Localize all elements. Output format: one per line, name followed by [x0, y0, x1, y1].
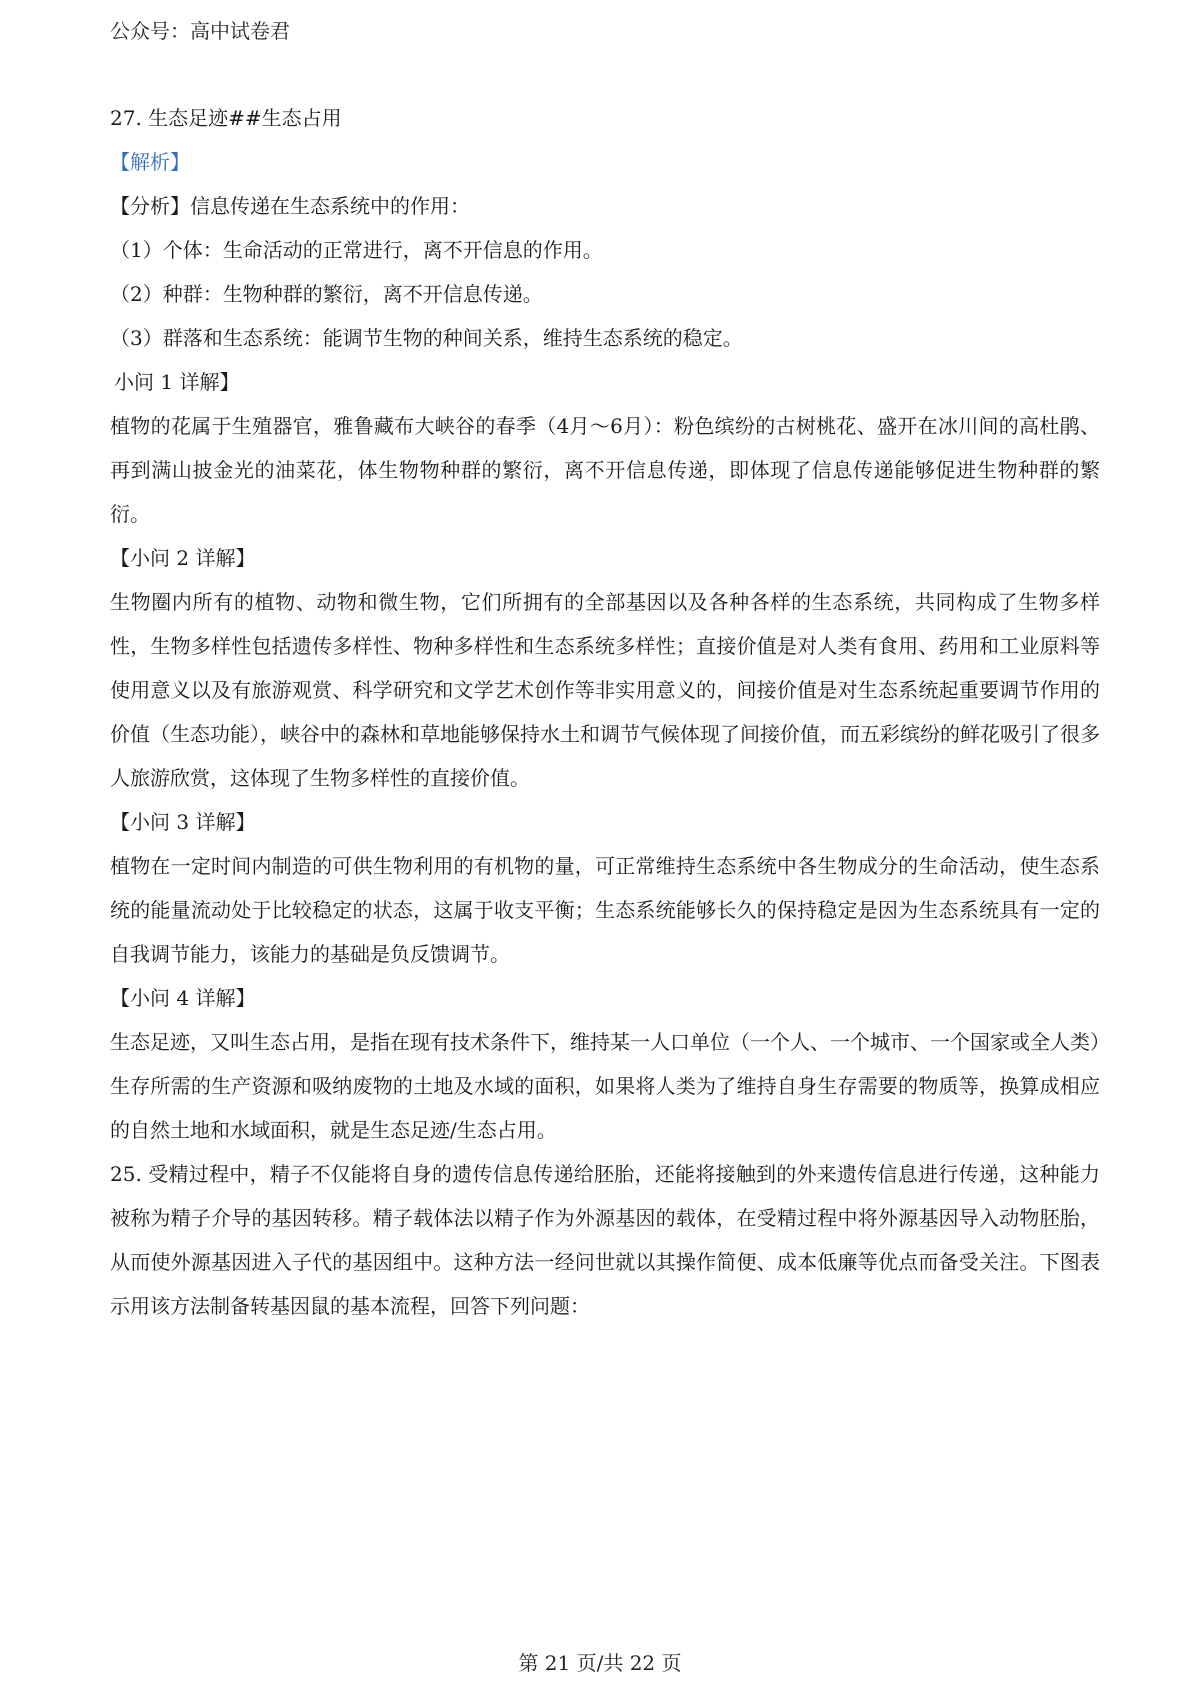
analysis-intro: 【分析】信息传递在生态系统中的作用：	[110, 194, 470, 218]
analysis-point-1: （1）个体：生命活动的正常进行，离不开信息的作用。	[110, 238, 603, 262]
analysis-point-2: （2）种群：生物种群的繁衍，离不开信息传递。	[110, 282, 543, 306]
page-content	[110, 96, 1100, 1328]
q25-text: 25. 受精过程中，精子不仅能将自身的遗传信息传递给胚胎，还能将接触到的外来遗传信息进行传递，这种能力被称为精子介导的基因转移。精子载体法以精子作为外源基因的载体，在受精过程中将外源基因导入动物胚胎，从而使外源基因进入子代的基因组中。这种方法一经问世就以其操作简便、成本低廉等优点而备受关注。下图表示用该方法制备转基因鼠的基本流程，回答下列问题：	[110, 1162, 1100, 1318]
sub2-title: 【小问 2 详解】	[110, 546, 256, 570]
analysis-label: 【解析】	[110, 150, 190, 174]
sub4-title: 【小问 4 详解】	[110, 986, 256, 1010]
sub3-title: 【小问 3 详解】	[110, 810, 256, 834]
sub1-text: 植物的花属于生殖器官，雅鲁藏布大峡谷的春季（4月～6月）：粉色缤纷的古树桃花、盛开在冰川间的高杜鹃、再到满山披金光的油菜花，体生物物种群的繁衍，离不开信息传递，即体现了信息传递能够促进生物种群的繁衍。	[110, 414, 1100, 526]
q27-answer: 27. 生态足迹##生态占用	[110, 106, 342, 130]
page-number: 第 21 页/共 22 页	[518, 1651, 682, 1675]
sub2-text: 生物圈内所有的植物、动物和微生物，它们所拥有的全部基因以及各种各样的生态系统，共同构成了生物多样性，生物多样性包括遗传多样性、物种多样性和生态系统多样性；直接价值是对人类有食用、药用和工业原料等使用意义以及有旅游观赏、科学研究和文学艺术创作等非实用意义的，间接价值是对生态系统起重要调节作用的价值（生态功能），峡谷中的森林和草地能够保持水土和调节气候体现了间接价值，而五彩缤纷的鲜花吸引了很多人旅游欣赏，这体现了生物多样性的直接价值。	[110, 590, 1100, 790]
analysis-point-3: （3）群落和生态系统：能调节生物的种间关系，维持生态系统的稳定。	[110, 326, 743, 350]
sub4-text: 生态足迹，又叫生态占用，是指在现有技术条件下，维持某一人口单位（一个人、一个城市、一个国家或全人类）生存所需的生产资源和吸纳废物的土地及水域的面积，如果将人类为了维持自身生存需要的物质等，换算成相应的自然土地和水域面积，就是生态足迹/生态占用。	[110, 1030, 1100, 1142]
page-header: 公众号：高中试卷君	[110, 19, 290, 43]
sub3-text: 植物在一定时间内制造的可供生物利用的有机物的量，可正常维持生态系统中各生物成分的生命活动，使生态系统的能量流动处于比较稳定的状态，这属于收支平衡；生态系统能够长久的保持稳定是因为生态系统具有一定的自我调节能力，该能力的基础是负反馈调节。	[110, 854, 1100, 966]
sub1-title: 小问 1 详解】	[114, 370, 240, 394]
